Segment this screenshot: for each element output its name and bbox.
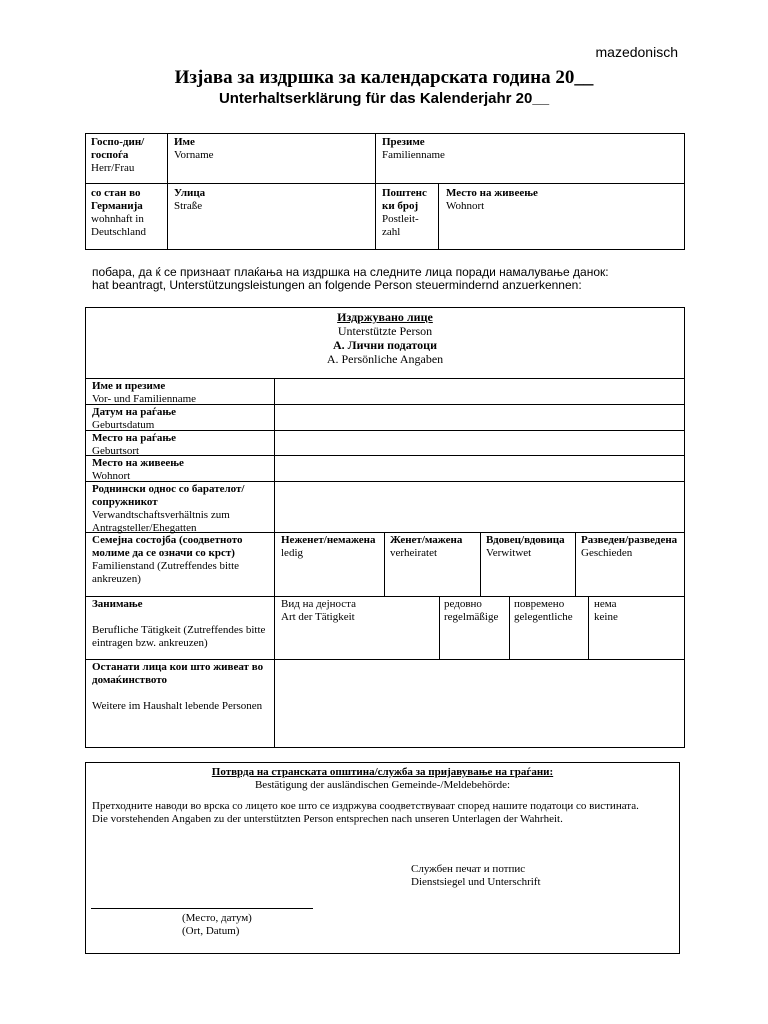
occupation-label [92,598,270,650]
marital-single-mk: Неженет/немажена [281,534,376,546]
lastname-label-de: Familienname [382,149,445,161]
marital-option-widowed[interactable] [486,534,565,560]
confirmation-header [86,766,679,792]
confirmation-text-de: Die vorstehenden Angaben zu der unterstützten Person entsprechen nach unseren Unterlagen der Wahrheit. [92,813,563,825]
row-birthdate-de: Geburtsdatum [92,419,155,431]
marital-widowed-de: Verwitwet [486,547,532,559]
firstname-label-mk: Име [174,136,195,148]
intro-de: hat beantragt, Unterstützungsleistungen an folgende Person steuermindernd anzuerkennen: [92,278,582,292]
occupation-occasional-de: gelegentliche [514,611,573,623]
occupation-kind-de: Art der Tätigkeit [281,611,355,623]
row-birthplace-mk: Место на раѓање [92,432,176,444]
seal-label-de: Dienstsiegel und Unterschrift [411,876,541,888]
birthplace-input-area[interactable] [275,431,685,455]
language-tag: mazedonisch [595,44,678,60]
occupation-occasional[interactable] [514,598,573,624]
section-a-mk: А. Лични податоци [332,338,437,352]
lastname-field[interactable] [382,136,445,162]
title-macedonian: Изјава за издршка за календарската година 20__ [174,67,594,88]
section-a-de: A. Persönliche Angaben [326,352,444,366]
occupation-none-mk: нема [594,598,617,610]
place-date-de: (Ort, Datum) [182,925,240,937]
marital-widowed-mk: Вдовец/вдовица [486,534,565,546]
row-residence-mk: Место на живеење [92,457,184,469]
street-field[interactable] [174,187,205,213]
row-birthdate-mk: Датум на раѓање [92,406,176,418]
place-label-mk: Место на живеење [446,187,538,199]
residence-label [91,187,165,239]
seal-signature-area[interactable] [411,863,541,889]
supported-heading-de: Unterstützte Person [337,324,433,338]
marital-divorced-mk: Разведен/разведена [581,534,678,546]
row-name-de: Vor- und Familienname [92,393,197,405]
place-date-label [182,912,252,938]
title-german: Unterhaltserklärung für das Kalenderjahr 20__ [218,90,550,107]
occupation-none[interactable] [594,598,618,624]
row-relationship-mk: Роднински однос со барателот/сопружникот [92,483,245,508]
confirmation-text-mk: Претходните наводи во врска со лицето кое што се издржува соодветствуваат според нашите податоци со вистината. [92,800,639,812]
supported-person-table [85,307,685,748]
occupation-label-mk: Занимање [92,598,143,610]
occupation-kind[interactable] [281,598,356,624]
occupation-occasional-mk: повремено [514,598,565,610]
marital-single-de: ledig [281,547,303,559]
supported-heading-mk: Издржувано лице [337,310,433,324]
intro-mk: побара, да ќ се признаат плаќања на издршка на следните лица поради намалување данок: [92,265,609,279]
street-label-mk: Улица [174,187,206,199]
occupation-label-de: Berufliche Tätigkeit (Zutreffendes bitte eintragen bzw. ankreuzen) [92,624,266,649]
marital-option-single[interactable] [281,534,376,560]
place-field[interactable] [446,187,538,213]
place-date-line[interactable] [91,908,313,909]
household-label [92,661,270,713]
confirmation-heading-mk: Потврда на странската општина/служба за пријавување на граѓани: [211,766,554,778]
row-relationship-label [92,483,270,535]
household-label-de: Weitere im Haushalt lebende Personen [92,700,263,712]
marital-label-de: Familienstand (Zutreffendes bitte ankreuzen) [92,560,240,585]
occupation-regular-mk: редовно [444,598,482,610]
marital-divorced-de: Geschieden [581,547,633,559]
marital-label-mk: Семејна состојба (соодветното молиме да се означи со крст) [92,534,243,559]
row-relationship-de: Verwandtschaftsverhältnis zum Antragsteller/Ehegatten [92,509,230,534]
row-residence-label [92,457,184,483]
firstname-field[interactable] [174,136,214,162]
confirmation-heading-de: Bestätigung der ausländischen Gemeinde-/Meldebehörde: [254,779,511,791]
occupation-regular[interactable] [444,598,498,624]
salutation-field[interactable] [91,136,165,175]
occupation-regular-de: regelmäßige [444,611,499,623]
marital-option-divorced[interactable] [581,534,677,560]
lastname-label-mk: Презиме [382,136,425,148]
confirmation-box [85,762,680,954]
marital-married-de: verheiratet [390,547,438,559]
seal-label-mk: Службен печат и потпис [411,863,526,875]
row-birthdate-label [92,406,176,432]
birthdate-input-area[interactable] [275,405,685,430]
street-label-de: Straße [174,200,203,212]
salutation-label-de: Herr/Frau [91,162,135,174]
postcode-label-mk: Поштенс ки број [382,187,427,212]
confirmation-text [92,800,672,826]
residence-label-mk: со стан во Германија [91,187,143,212]
row-name-label [92,380,196,406]
occupation-none-de: keine [594,611,618,623]
occupation-kind-mk: Вид на дејноста [281,598,356,610]
residence-label-de: wohnhaft in Deutschland [91,213,146,238]
name-input-area[interactable] [275,379,685,404]
residence-input-area[interactable] [275,456,685,481]
relationship-input-area[interactable] [275,482,685,532]
firstname-label-de: Vorname [174,149,214,161]
marital-option-married[interactable] [390,534,462,560]
household-label-mk: Останати лица кои што живеат во домаќинството [92,661,264,686]
place-label-de: Wohnort [446,200,485,212]
row-birthplace-label [92,432,176,458]
household-input-area[interactable] [275,660,685,748]
applicant-box [85,133,685,250]
salutation-label-mk: Госпо-дин/госпоѓа [91,136,145,161]
intro-text [92,266,609,292]
row-residence-de: Wohnort [92,470,131,482]
marital-married-mk: Женет/мажена [390,534,463,546]
supported-header [86,310,684,366]
row-name-mk: Име и презиме [92,380,166,392]
place-date-mk: (Место, датум) [182,912,252,924]
row-birthplace-de: Geburtsort [92,445,140,457]
postcode-label-de: Postleit-zahl [382,213,419,238]
marital-status-label [92,534,270,586]
postcode-field[interactable] [382,187,436,239]
